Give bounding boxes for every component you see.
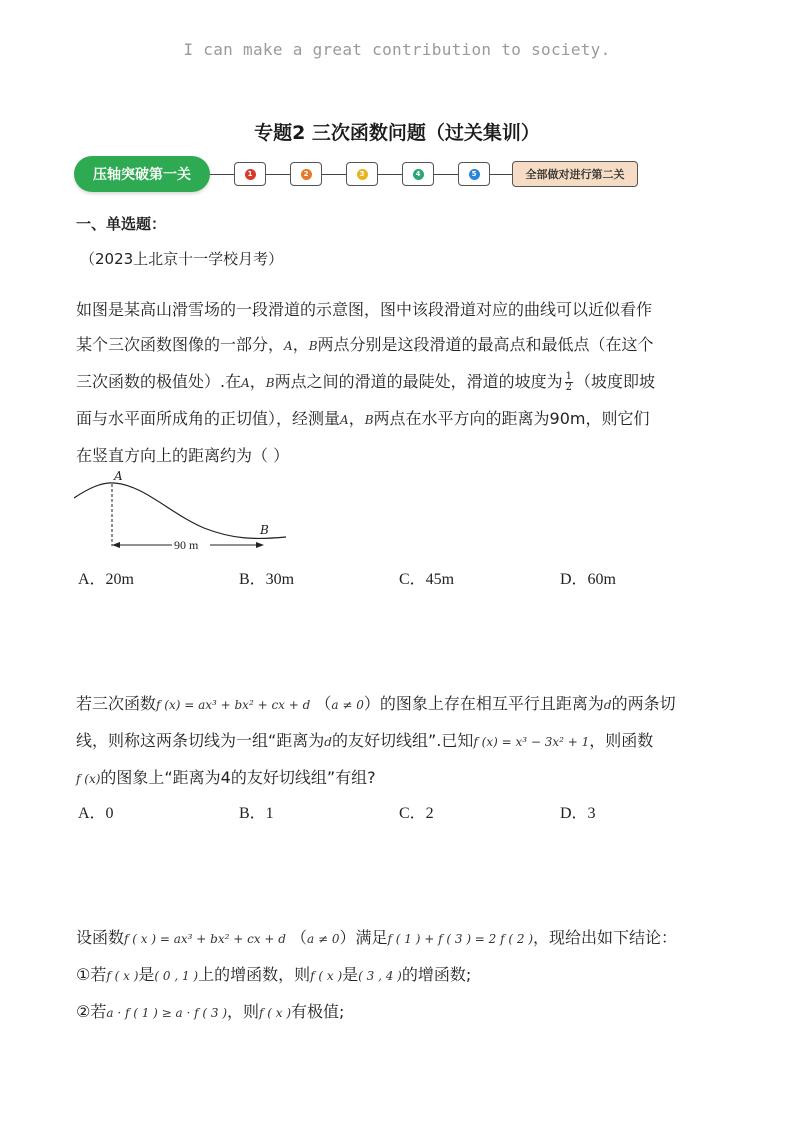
math: B (364, 413, 374, 427)
option-c[interactable]: C．45m (399, 571, 455, 588)
level-progress-bar (74, 155, 654, 197)
option-c[interactable]: C．2 (399, 805, 434, 822)
math: ( 3 , 4 ) (358, 969, 402, 983)
step-3-box (346, 162, 378, 186)
q3-line-3: ②若a · f ( 1 ) ≥ a · f ( 3 )，则f ( x )有极值; (76, 1002, 345, 1021)
step-2-box (290, 162, 322, 186)
step-5-dot: 5 (469, 169, 480, 180)
q2-line-1: 若三次函数f (x) = ax³ + bx² + cx + d （a ≠ 0）的图象上存在相互平行且距离为d的两条切 (76, 694, 676, 713)
q3-line-2: ①若f ( x )是( 0 , 1 )上的增函数，则f ( x )是( 3 , 4 )的增函数; (76, 965, 472, 984)
slope-curve (74, 483, 286, 539)
math: d (603, 698, 612, 712)
question-2-options (78, 800, 718, 822)
option-d[interactable]: D．3 (560, 805, 596, 822)
arrow-head-left-icon (112, 542, 120, 548)
math: A (340, 413, 349, 427)
math: f ( x ) (259, 1006, 292, 1020)
point-b-label: B (260, 523, 269, 537)
step-4-box (402, 162, 434, 186)
q1-line-3: 三次函数的极值处）.在A，B两点之间的滑道的最陡处，滑道的坡度为 $\frac{1}{2}$ （坡度即坡 (76, 371, 656, 393)
math: f ( 1 ) + f ( 3 ) = 2 f ( 2 ) (387, 932, 534, 946)
final-stage-box: 全部做对进行第二关 (512, 161, 638, 187)
question-1-options (78, 566, 718, 588)
step-1-box (234, 162, 266, 186)
option-a[interactable]: A．0 (78, 805, 114, 822)
stage-one-badge: 压轴突破第一关 (74, 156, 210, 192)
math: f ( x ) (106, 969, 139, 983)
math: f ( x ) = ax³ + bx² + cx + d (124, 932, 286, 946)
question-1-text (76, 292, 716, 473)
watermark-text: I can make a great contribution to society. (183, 40, 611, 59)
q1-line-4: 面与水平面所成角的正切值），经测量A，B两点在水平方向的距离为90m，则它们 (76, 409, 650, 428)
question-source: （2023上北京十一学校月考） (80, 250, 284, 268)
math: f (x) = ax³ + bx² + cx + d (156, 698, 311, 712)
q2-line-2: 线，则称这两条切线为一组“距离为d的友好切线组”.已知f (x) = x³ − 3x² + 1，则函数 (76, 731, 654, 750)
math: a ≠ 0 (331, 698, 364, 712)
math: f (x) (76, 772, 101, 786)
q2-line-3: f (x)的图象上“距离为4的友好切线组”有组? (76, 768, 376, 787)
math: f (x) = x³ − 3x² + 1 (473, 735, 590, 749)
option-a[interactable]: A．20m (78, 571, 135, 588)
q1-line-1: 如图是某高山滑雪场的一段滑道的示意图，图中该段滑道对应的曲线可以近似看作 (76, 300, 653, 319)
step-3-dot: 3 (357, 169, 368, 180)
arrow-head-right-icon (256, 542, 264, 548)
math: ( 0 , 1 ) (154, 969, 199, 983)
step-5-box (458, 162, 490, 186)
math: B (265, 376, 275, 390)
page-title: 专题2 三次函数问题（过关集训） (254, 122, 540, 144)
step-4-dot: 4 (413, 169, 424, 180)
math: B (308, 339, 318, 353)
question-3-text (76, 920, 716, 1031)
q1-line-2: 某个三次函数图像的一部分，A，B两点分别是这段滑道的最高点和最低点（在这个 (76, 335, 654, 354)
question-2-text (76, 686, 716, 797)
option-d[interactable]: D．60m (560, 571, 617, 588)
math: a · f ( 1 ) ≥ a · f ( 3 ) (106, 1006, 228, 1020)
math: f ( x ) (310, 969, 343, 983)
fraction: $\frac{1}{2}$ (565, 371, 572, 393)
q3-line-1: 设函数f ( x ) = ax³ + bx² + cx + d （a ≠ 0）满足f ( 1 ) + f ( 3 ) = 2 f ( 2 )，现给出如下结论： (76, 928, 678, 947)
math: A (284, 339, 293, 353)
ski-slope-figure (74, 468, 294, 556)
step-2-dot: 2 (301, 169, 312, 180)
q1-line-5: 在竖直方向上的距离约为（ ） (76, 446, 290, 465)
step-1-dot: 1 (245, 169, 256, 180)
distance-label: 90 m (174, 538, 199, 552)
math: a ≠ 0 (307, 932, 340, 946)
point-a-label: A (114, 469, 123, 483)
math: A (241, 376, 250, 390)
math: d (324, 735, 332, 749)
option-b[interactable]: B．1 (239, 805, 274, 822)
option-b[interactable]: B．30m (239, 571, 295, 588)
section-heading: 一、单选题： (76, 215, 167, 233)
